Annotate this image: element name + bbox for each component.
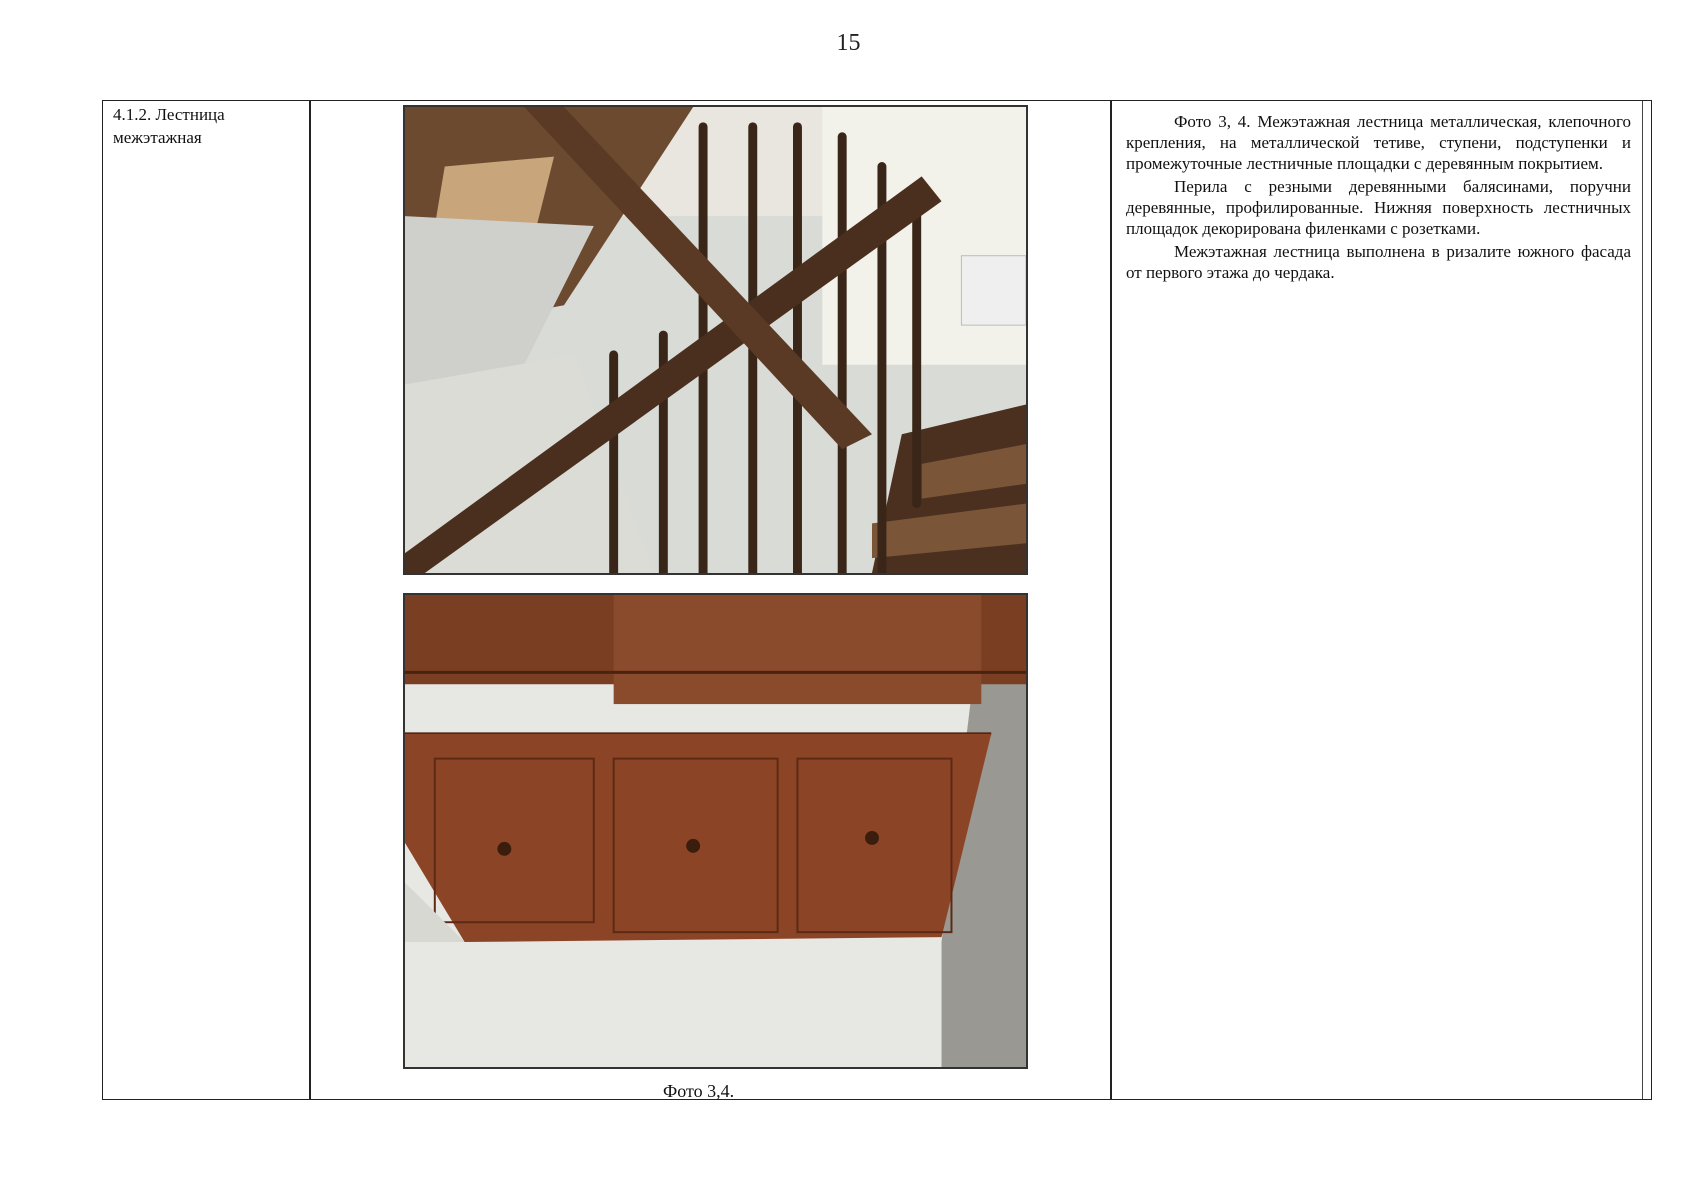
description-paragraph: Перила с резными деревянными балясинами, поручни деревянные, профилированные. Нижняя поверхность лестничных площадок декорирована филенками с розетками.	[1126, 177, 1631, 238]
document-table	[102, 100, 1652, 1100]
column-divider	[309, 101, 311, 1099]
column-divider	[1110, 101, 1112, 1099]
photo-staircase	[403, 105, 1028, 575]
photo-caption: Фото 3,4.	[663, 1081, 735, 1101]
photo-landing-underside	[403, 593, 1028, 1069]
description-paragraph: Межэтажная лестница выполнена в ризалите южного фасада от первого этажа до чердака.	[1126, 242, 1631, 282]
description-paragraph: Фото 3, 4. Межэтажная лестница металлическая, клепочного крепления, на металлической тетиве, ступени, подступенки и промежуточные лестничные площадки с деревянным покрытием.	[1126, 112, 1631, 173]
page-number: 15	[836, 30, 861, 56]
description	[1126, 111, 1631, 285]
section-label: 4.1.2. Лестница межэтажная	[113, 105, 225, 147]
table-edge	[1642, 101, 1643, 1099]
landing-panels-illustration	[405, 595, 1026, 1067]
staircase-illustration	[405, 107, 1026, 573]
